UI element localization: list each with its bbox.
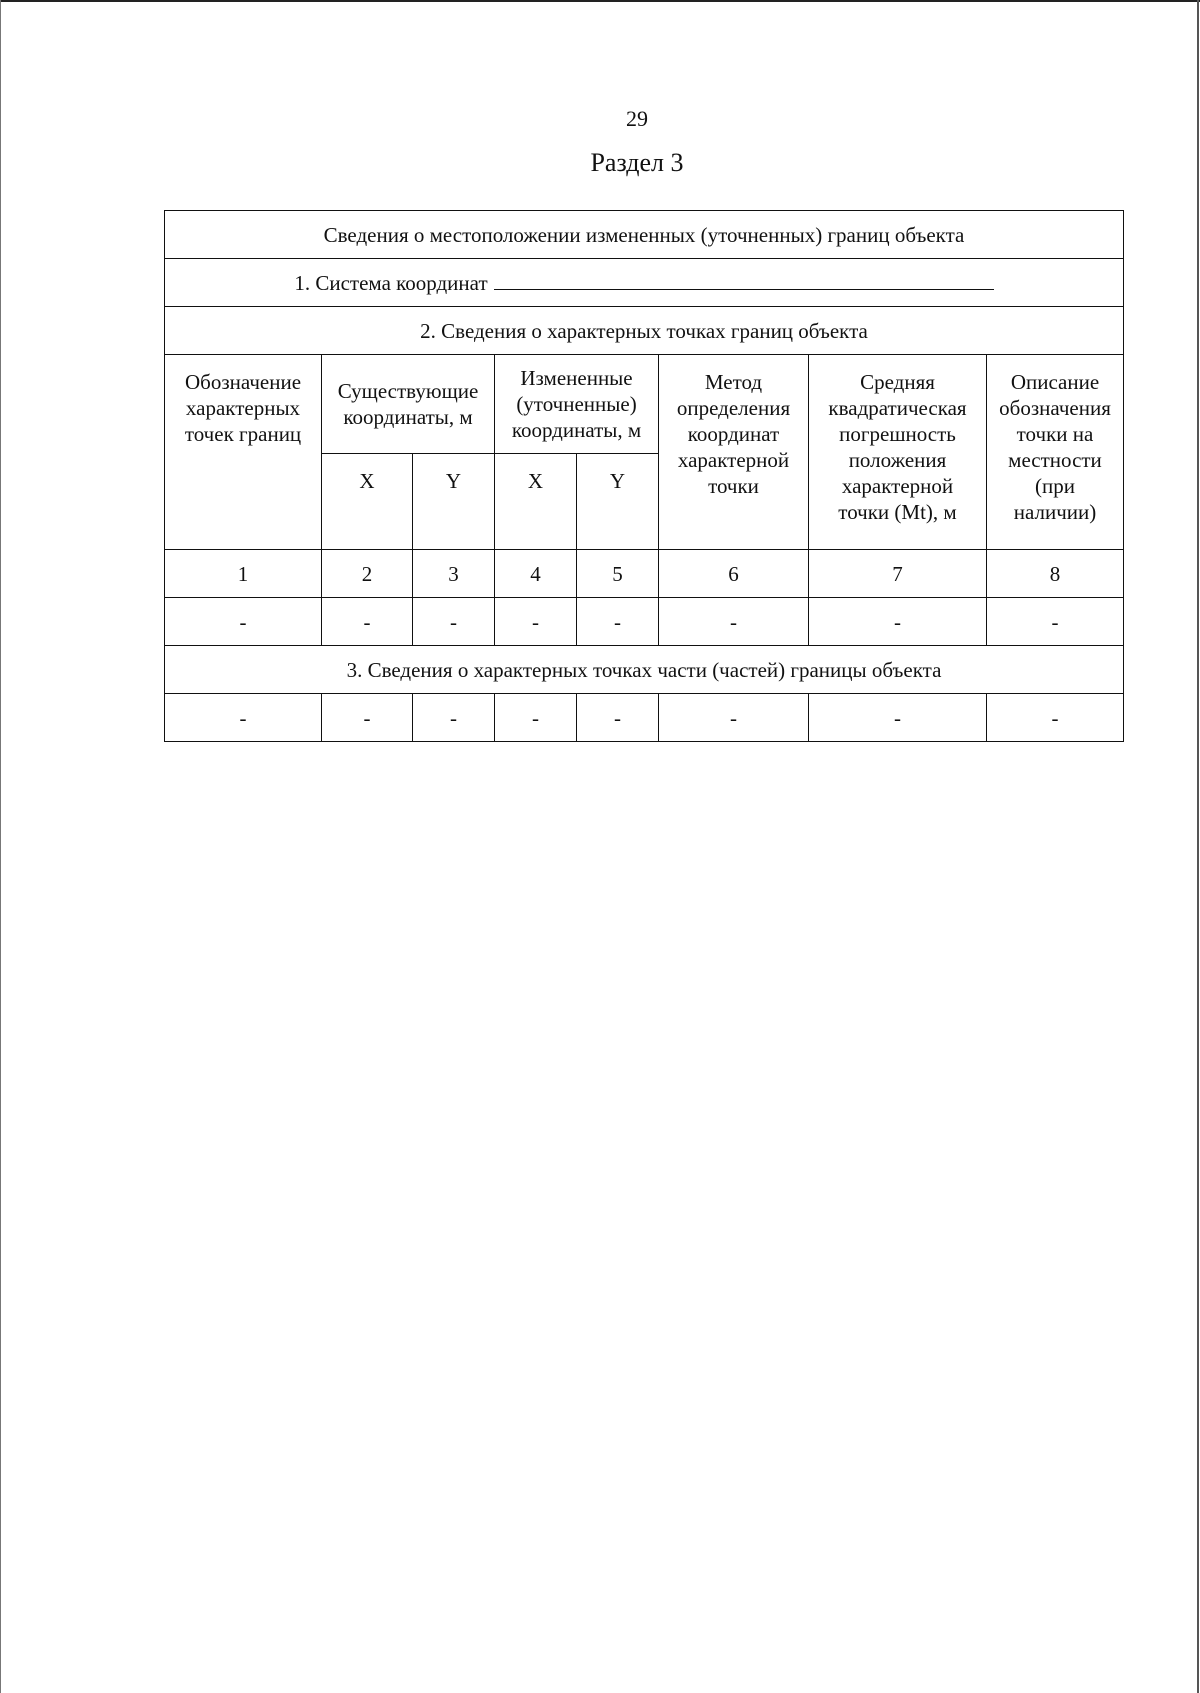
header-description: Описание обозначения точки на местности (при наличии) bbox=[987, 355, 1124, 550]
dash-cell: - bbox=[577, 598, 659, 646]
dash-cell: - bbox=[413, 598, 495, 646]
dash-cell: - bbox=[809, 598, 987, 646]
points-section-label: 2. Сведения о характерных точках границ объекта bbox=[165, 307, 1124, 355]
header-method: Метод определения координат характерной точки bbox=[659, 355, 809, 550]
dash-cell: - bbox=[165, 598, 322, 646]
points-section-row bbox=[165, 307, 1124, 355]
column-number-row bbox=[165, 550, 1124, 598]
coord-system-row bbox=[165, 259, 1124, 307]
column-number: 7 bbox=[809, 550, 987, 598]
dash-cell: - bbox=[495, 694, 577, 742]
header-existing-y: Y bbox=[413, 454, 495, 550]
dash-cell: - bbox=[322, 598, 413, 646]
header-row-1 bbox=[165, 355, 1124, 454]
dash-cell: - bbox=[987, 598, 1124, 646]
column-number: 2 bbox=[322, 550, 413, 598]
table-title: Сведения о местоположении измененных (уточненных) границ объекта bbox=[165, 211, 1124, 259]
coord-system-label: 1. Система координат bbox=[294, 271, 488, 295]
table-title-row bbox=[165, 211, 1124, 259]
column-number: 5 bbox=[577, 550, 659, 598]
dash-cell: - bbox=[659, 598, 809, 646]
section-title: Раздел 3 bbox=[590, 148, 684, 177]
page-number: 29 bbox=[626, 106, 648, 131]
boundary-info-table bbox=[164, 210, 1124, 742]
column-number: 4 bbox=[495, 550, 577, 598]
scan-right-edge bbox=[1197, 0, 1199, 1693]
parts-data-row bbox=[165, 694, 1124, 742]
dash-cell: - bbox=[809, 694, 987, 742]
coord-system-cell bbox=[165, 259, 1124, 307]
points-data-row bbox=[165, 598, 1124, 646]
header-changed-y: Y bbox=[577, 454, 659, 550]
dash-cell: - bbox=[165, 694, 322, 742]
scan-left-edge bbox=[0, 0, 1, 1693]
header-existing-x: X bbox=[322, 454, 413, 550]
dash-cell: - bbox=[987, 694, 1124, 742]
header-changed-coords: Измененные (уточненные) координаты, м bbox=[495, 355, 659, 454]
parts-section-label: 3. Сведения о характерных точках части (частей) границы объекта bbox=[165, 646, 1124, 694]
dash-cell: - bbox=[659, 694, 809, 742]
dash-cell: - bbox=[322, 694, 413, 742]
header-existing-coords: Существующие координаты, м bbox=[322, 355, 495, 454]
column-number: 6 bbox=[659, 550, 809, 598]
scan-top-edge bbox=[0, 0, 1200, 2]
header-mean-error: Средняя квадратическая погрешность положения характерной точки (Mt), м bbox=[809, 355, 987, 550]
column-number: 1 bbox=[165, 550, 322, 598]
dash-cell: - bbox=[577, 694, 659, 742]
column-number: 3 bbox=[413, 550, 495, 598]
coord-system-blank-line bbox=[494, 269, 994, 290]
column-number: 8 bbox=[987, 550, 1124, 598]
dash-cell: - bbox=[495, 598, 577, 646]
header-point-designation: Обозначение характерных точек границ bbox=[165, 355, 322, 550]
dash-cell: - bbox=[413, 694, 495, 742]
header-changed-x: X bbox=[495, 454, 577, 550]
parts-section-row bbox=[165, 646, 1124, 694]
